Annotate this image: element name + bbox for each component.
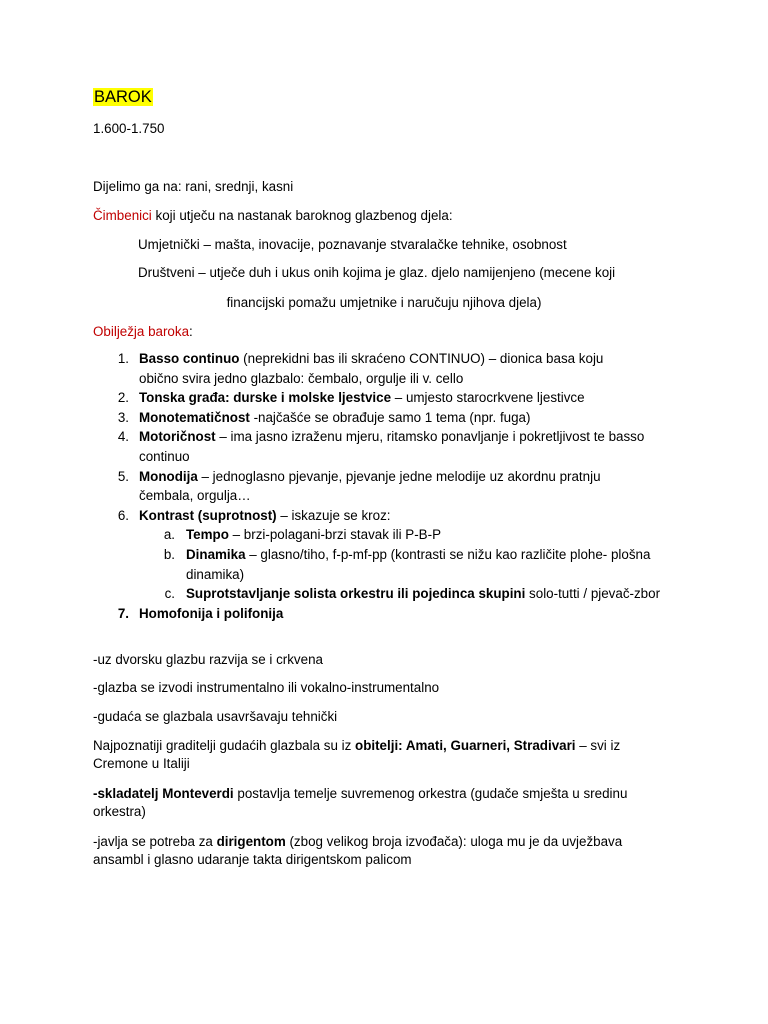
list-item: [93, 506, 693, 526]
list-item-text: -najčašće se obrađuje samo 1 tema (npr. fuga): [249, 409, 531, 425]
factor-art: Umjetnički – mašta, inovacije, poznavanje stvaralačke tehnike, osobnost: [138, 237, 567, 252]
list-item-bold: Tonska građa: durske i molske ljestvice: [139, 390, 392, 406]
features-list: [93, 349, 693, 623]
sub-list-item: [93, 584, 693, 604]
monteverdi-bold: -skladatelj Monteverdi: [93, 786, 234, 801]
list-item-bold: Homofonija i polifonija: [139, 605, 284, 621]
builders-families: obitelji: Amati, Guarneri, Stradivari: [355, 738, 576, 753]
sub-item-text: – brzi-polagani-brzi stavak ili P-B-P: [228, 527, 441, 543]
list-item-bold: Monotematičnost: [139, 409, 250, 425]
sub-item-text: – glasno/tiho, f-p-mf-pp (kontrasti se nižu kao različite plohe- plošna dinamika): [186, 546, 651, 582]
title-highlight: BAROK: [94, 88, 152, 106]
list-item-number: 4.: [117, 429, 129, 445]
factors-rest: koji utječu na nastanak baroknog glazbenog djela:: [151, 208, 453, 223]
sub-item-letter: c.: [164, 586, 175, 602]
list-item-text: – iskazuje se kroz:: [276, 507, 391, 523]
list-item-bold: Kontrast (suprotnost): [139, 507, 277, 523]
sub-item-bold: Dinamika: [186, 546, 246, 562]
sub-list-item: [93, 525, 693, 545]
sub-item-letter: a.: [163, 527, 175, 543]
conductor-bold: dirigentom: [216, 834, 286, 849]
list-item: [93, 349, 633, 388]
sub-item-bold: Tempo: [186, 527, 229, 543]
note-monteverdi: -skladatelj Monteverdi postavlja temelje suvremenog orkestra (gudače smješta u sredinu orkestra): [93, 786, 628, 819]
list-item: [93, 408, 693, 428]
list-item: [93, 427, 683, 466]
factors-term: Čimbenici: [93, 208, 152, 223]
note-church: -uz dvorsku glazbu razvija se i crkvena: [93, 652, 323, 667]
factor-social-line2: financijski pomažu umjetnike i naručuju njihova djela): [226, 295, 542, 310]
features-colon: :: [189, 324, 193, 339]
list-item-bold: Motoričnost: [139, 429, 216, 445]
list-item-number: 2.: [117, 390, 129, 406]
list-item-number: 6.: [117, 507, 129, 523]
list-item-bold: Monodija: [139, 468, 198, 484]
note-conductor: -javlja se potreba za dirigentom (zbog velikog broja izvođača): uloga mu je da uvježbava ansambl i glasno udaranje takta dirigentskom palicom: [93, 834, 623, 867]
list-item-number: 5.: [117, 468, 129, 484]
list-item-number: 7.: [117, 605, 129, 621]
list-item-bold: Basso continuo: [139, 351, 240, 366]
sub-item-bold: Suprotstavljanje solista orkestru ili pojedinca skupini: [186, 586, 526, 602]
sub-list-item: [93, 545, 658, 584]
list-item-number: 1.: [117, 351, 129, 366]
division-text: Dijelimo ga na: rani, srednji, kasni: [93, 179, 294, 194]
list-item-text: – ima jasno izraženu mjeru, ritamsko ponavljanje i pokretljivost te basso continuo: [139, 429, 645, 464]
factor-social-line1: Društveni – utječe duh i ukus onih kojima je glaz. djelo namijenjeno (mecene koji: [138, 265, 616, 280]
features-heading: [93, 323, 193, 341]
list-item-text: (neprekidni bas ili skraćeno CONTINUO) – dionica basa koju obično svira jedno glazbalo: čembalo, orgulje ili v. cello: [139, 351, 604, 386]
note-builders: Najpoznatiji graditelji gudaćih glazbala su iz obitelji: Amati, Guarneri, Stradivari – svi iz Cremone u Italiji: [93, 738, 621, 771]
list-item-text: – jednoglasno pjevanje, pjevanje jedne melodije uz akordnu pratnju čembala, orgulja…: [139, 468, 601, 504]
features-term: Obilježja baroka: [93, 324, 190, 339]
list-item: [93, 467, 653, 506]
period-text: 1.600-1.750: [93, 121, 165, 136]
sub-item-text: solo-tutti / pjevač-zbor: [525, 586, 661, 602]
list-item: [93, 388, 693, 408]
list-item-text: – umjesto starocrkvene ljestivce: [391, 390, 585, 406]
note-strings: -gudaća se glazbala usavršavaju tehnički: [93, 709, 338, 724]
page-title: [93, 88, 153, 107]
note-performance: -glazba se izvodi instrumentalno ili vokalno-instrumentalno: [93, 680, 440, 695]
factors-heading: [93, 207, 453, 225]
sub-item-letter: b.: [163, 546, 175, 562]
list-item-number: 3.: [117, 409, 129, 425]
list-item: [93, 604, 693, 624]
